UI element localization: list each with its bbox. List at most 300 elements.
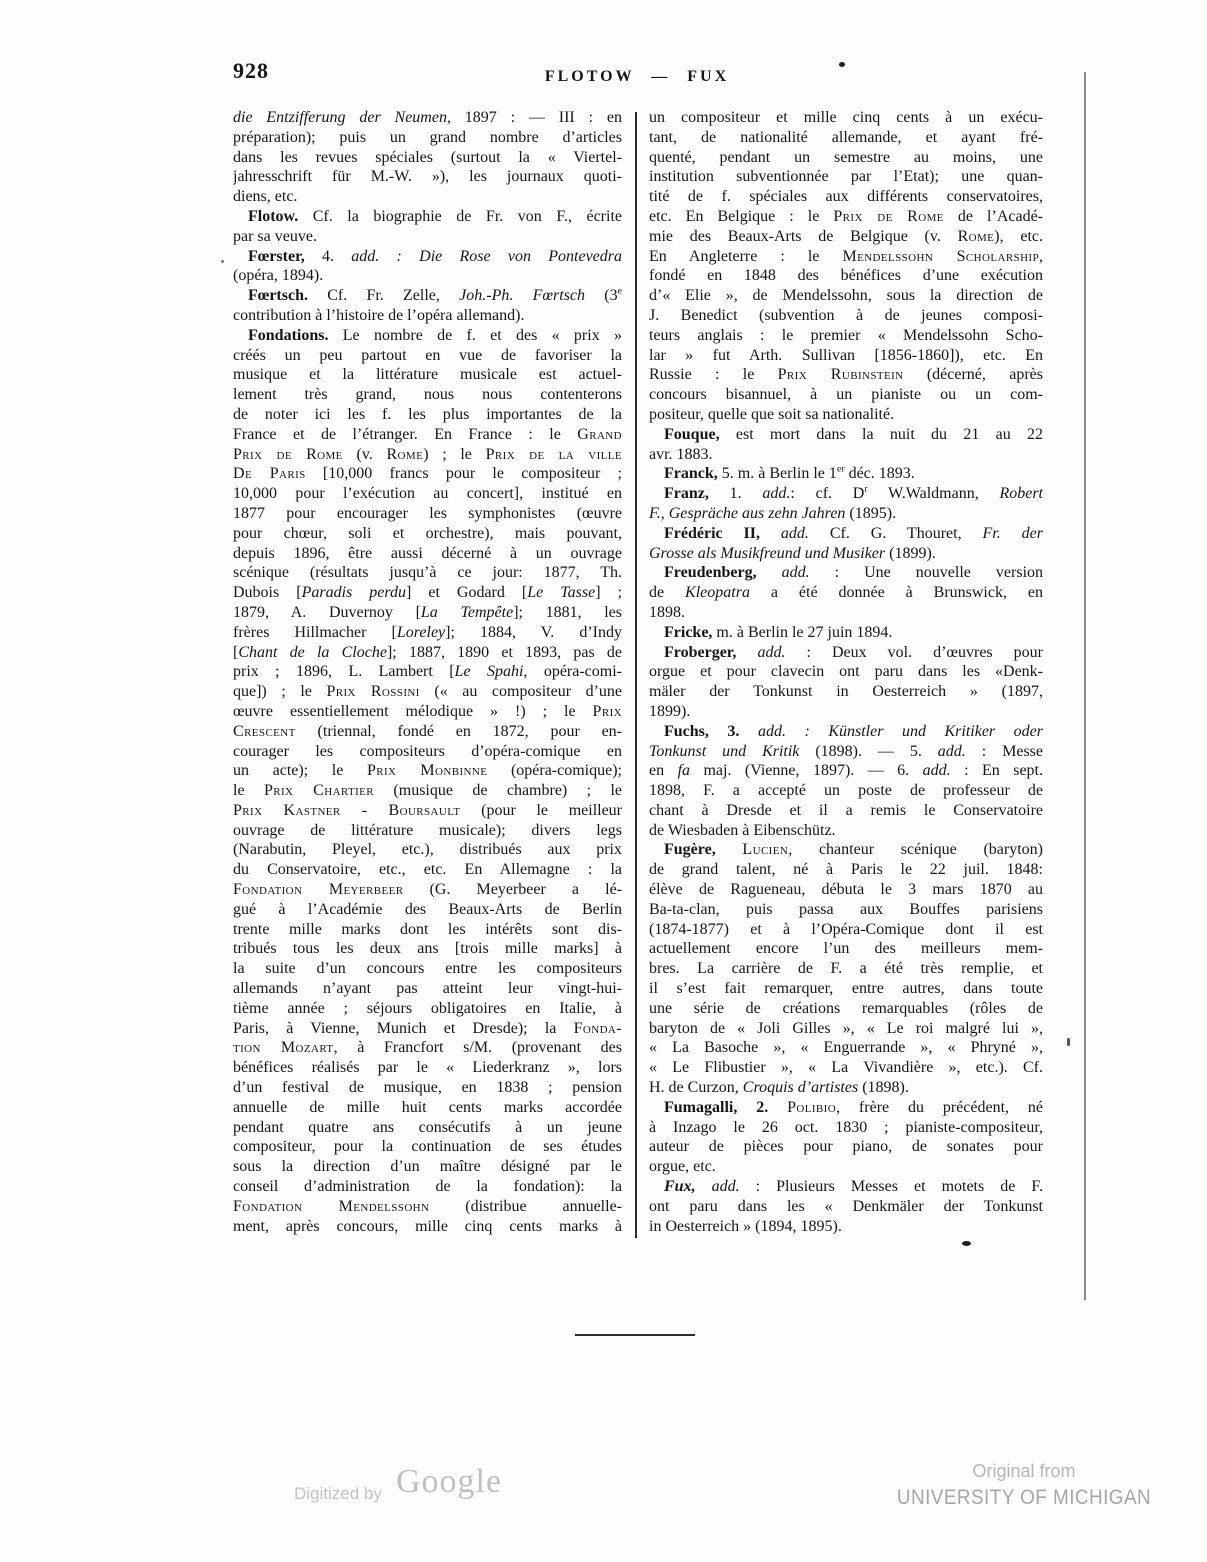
text-line <box>649 880 1043 900</box>
column-divider-rule <box>635 112 637 1238</box>
text-segment-i: Croquis d’artistes <box>742 1079 859 1097</box>
text-segment: , frère du précédent, né <box>836 1098 1043 1116</box>
text-segment-i: Grosse als Musikfreund und Musiker <box>649 544 886 562</box>
text-line <box>233 326 622 346</box>
text-line <box>233 900 622 920</box>
text-segment: [10,000 francs pour le compositeur ; <box>305 465 622 483</box>
text-segment-i: F., Gespräche aus zehn Jahren <box>649 504 846 522</box>
text-segment-b: Fondations. <box>248 326 329 344</box>
text-segment-b: Fœrtsch. <box>248 287 308 305</box>
text-segment: : Deux vol. d’œuvres pour <box>785 643 1043 661</box>
text-segment: (3 <box>585 287 618 305</box>
text-segment-sc: Prix Monbinne <box>366 762 488 780</box>
text-line <box>649 623 1043 643</box>
text-line <box>233 1058 622 1078</box>
text-line <box>649 148 1043 168</box>
text-segment: de Wiesbaden à Eibenschütz. <box>649 821 836 839</box>
text-line <box>233 682 622 702</box>
text-line <box>233 544 622 564</box>
text-segment-sup: e <box>617 286 622 297</box>
text-line <box>649 247 1043 267</box>
text-line <box>649 702 1043 722</box>
running-title: FLOTOW — FUX <box>544 68 730 85</box>
text-line <box>649 939 1043 959</box>
text-segment: lar » fut Arth. Sullivan [1856-1860]), etc. En <box>649 346 1043 364</box>
text-segment: 1. <box>708 485 763 503</box>
text-segment-sc: Fondation Meyerbeer <box>233 881 404 899</box>
text-segment: 5. m. à Berlin le 1 <box>717 465 837 483</box>
text-line <box>649 464 1043 484</box>
original-from-label: Original from <box>972 1461 1076 1481</box>
text-segment: du Conservatoire, etc., etc. En Allemagne : la <box>233 861 622 879</box>
text-segment-sc: Prix Kastner - Boursault <box>233 801 461 819</box>
digitized-by-label: Digitized by <box>294 1484 382 1503</box>
text-segment: œuvre essentiellement mélodique » !) ; le <box>233 702 593 720</box>
text-segment: bénéfices réalisés par le « Liederkranz », lors <box>233 1059 622 1077</box>
text-segment: 1879, A. Duvernoy [ <box>233 603 421 621</box>
text-segment: à Inzago le 26 oct. 1830 ; pianiste-compositeur, <box>649 1118 1043 1136</box>
text-segment: mäler der Tonkunst in Oesterreich » (1897, <box>649 683 1043 701</box>
text-line <box>233 1217 622 1237</box>
text-line <box>649 425 1043 445</box>
text-segment: (opéra-comique); <box>487 762 622 780</box>
text-segment-sc: Prix de Rome <box>833 207 944 225</box>
text-segment: par sa veuve. <box>233 227 317 245</box>
text-segment-i: add. : Die Rose von Pontevedra <box>351 247 622 265</box>
text-segment: etc. En Belgique : le <box>649 207 834 225</box>
text-segment-b: Fugère, <box>664 841 716 859</box>
text-segment <box>736 644 757 661</box>
text-segment: : Plusieurs Messes et motets de F. <box>739 1178 1043 1196</box>
text-segment-i: Kleopatra <box>685 584 750 602</box>
text-segment: de noter ici les f. les plus importantes de la <box>233 405 622 423</box>
text-line <box>233 148 622 168</box>
text-segment: gué à l’Académie des Beaux-Arts de Berlin <box>233 900 622 918</box>
text-segment-b: Freudenberg, <box>664 564 757 582</box>
text-segment-i: die Entzifferung der Neumen, <box>233 109 451 126</box>
text-line <box>649 603 1043 623</box>
text-line <box>649 1177 1043 1197</box>
text-segment: « La Basoche », « Enguerrande », « Phryné », <box>649 1039 1043 1057</box>
text-line <box>233 207 622 227</box>
text-segment: de l’Acadé- <box>943 207 1043 225</box>
text-line <box>233 643 622 663</box>
text-segment: (1898). <box>858 1079 909 1097</box>
text-line <box>233 1038 622 1058</box>
text-segment: fondé en 1848 des bénéfices d’une exécution <box>649 267 1043 285</box>
text-line <box>649 544 1043 564</box>
text-segment-sc: Mendelssohn Scholarship <box>842 247 1039 265</box>
text-line <box>649 405 1043 425</box>
text-segment-i: add. <box>762 485 791 503</box>
text-segment: Dubois [ <box>233 584 302 602</box>
text-line <box>233 722 622 742</box>
text-line <box>233 939 622 959</box>
text-segment: , à Francfort s/M. (provenant des <box>333 1039 622 1057</box>
text-line <box>649 1058 1043 1078</box>
text-segment-i: add. <box>780 524 809 542</box>
text-segment: : Une nouvelle version <box>809 564 1043 582</box>
ink-speck <box>839 62 845 67</box>
text-segment: pour chœur, soli et orchestre), mais pouvant, <box>233 524 622 542</box>
text-line <box>233 979 622 999</box>
text-line <box>649 840 1043 860</box>
text-line <box>649 662 1043 682</box>
text-segment: avr. 1883. <box>649 445 713 463</box>
text-line <box>233 108 622 128</box>
text-line <box>649 1118 1043 1138</box>
text-segment: [ <box>233 643 239 661</box>
text-segment: en <box>649 762 678 780</box>
text-segment: lement très grand, nous nous contenterons <box>233 386 622 404</box>
text-line <box>649 801 1043 821</box>
text-segment: que]) ; le <box>233 683 327 701</box>
text-segment: : En sept. <box>950 762 1043 780</box>
text-segment: Russie : le <box>649 366 778 384</box>
text-segment: 10,000 pour l’exécution au concert], institué en <box>233 485 622 503</box>
text-segment-sc: Prix de la ville <box>485 445 622 463</box>
text-segment: 1898, F. a accepté un poste de professeur de <box>649 782 1043 800</box>
text-segment: concours bisannuel, à un pianiste ou un com- <box>649 386 1043 404</box>
text-segment-b: Fœrster, <box>248 247 305 265</box>
text-line <box>649 1197 1043 1217</box>
text-line <box>649 682 1043 702</box>
text-segment: scénique (résultats jusqu’à ce jour: 1877, Th. <box>233 564 622 582</box>
text-line <box>649 266 1043 286</box>
text-segment: créés un peu partout en vue de favoriser la <box>233 346 622 364</box>
text-segment-sc: Fondation Mendelssohn <box>233 1197 430 1215</box>
text-line <box>649 187 1043 207</box>
ink-speck <box>1067 1038 1070 1046</box>
text-segment-i: Loreley <box>396 623 446 641</box>
text-segment: orgue, etc. <box>649 1158 716 1176</box>
text-segment: teurs anglais : le premier « Mendelssohn Scho- <box>649 326 1043 344</box>
text-line <box>649 959 1043 979</box>
text-segment: trente mille marks dont les intérêts sont dis- <box>233 920 622 938</box>
text-segment: Ba-ta-clan, puis passa aux Bouffes parisiens <box>649 900 1043 918</box>
text-segment-sup: er <box>836 464 845 476</box>
text-segment: actuellement encore l’un des meilleurs mem- <box>649 940 1043 958</box>
text-segment: (1898). — 5. <box>799 742 938 760</box>
text-segment-bi: Fux, <box>664 1178 696 1196</box>
text-segment: contribution à l’histoire de l’opéra allemand). <box>233 306 525 324</box>
text-segment: musique et la littérature musicale est actuel- <box>233 366 622 384</box>
text-segment: France et de l’étranger. En France : le <box>233 425 578 443</box>
text-segment: une série de créations remarquables (rôles de <box>649 999 1043 1017</box>
text-line <box>649 207 1043 227</box>
text-segment <box>768 1099 787 1116</box>
text-segment: pendant quatre ans consécutifs à un jeune <box>233 1118 622 1136</box>
text-segment <box>757 564 782 581</box>
text-segment-i: Le Spahi <box>454 663 524 681</box>
text-line <box>233 880 622 900</box>
text-segment: ] et Godard [ <box>406 584 528 602</box>
text-line <box>233 702 622 722</box>
text-line <box>649 365 1043 385</box>
text-line <box>233 484 622 504</box>
text-line <box>233 999 622 1019</box>
text-segment: (musique de chambre) ; le <box>374 782 622 800</box>
text-segment: , chanteur scénique (baryton) <box>788 841 1043 859</box>
text-segment: prix ; 1896, L. Lambert [ <box>233 663 455 681</box>
text-line <box>233 1197 622 1217</box>
text-line <box>233 346 622 366</box>
text-segment: a été donnée à Brunswick, en <box>749 584 1043 602</box>
text-segment: élève de Ragueneau, débuta le 3 mars 1870 au <box>649 881 1043 899</box>
text-segment-sc: Prix Chartier <box>263 782 375 800</box>
text-segment-i: La Tempête <box>420 603 514 621</box>
text-segment: (Narabutin, Pleyel, etc.), distribués aux prix <box>233 841 622 859</box>
text-segment: ]; 1887, 1890 et 1893, pas de <box>386 643 622 661</box>
text-segment: (opéra, 1894). <box>233 267 324 285</box>
text-segment-i: Robert <box>999 485 1043 503</box>
text-line <box>649 979 1043 999</box>
text-segment: (v. <box>342 445 387 463</box>
text-line <box>649 306 1043 326</box>
text-segment: (décerné, après <box>903 366 1043 384</box>
text-segment: de grand talent, né à Paris le 22 juil. 1848: <box>649 861 1043 879</box>
text-segment: 1897 : — III : en <box>450 109 622 126</box>
text-segment-i: add. <box>757 643 786 661</box>
text-segment: m. à Berlin le 27 juin 1894. <box>712 623 893 641</box>
text-line <box>649 128 1043 148</box>
text-line <box>233 445 622 465</box>
text-line <box>649 167 1043 187</box>
text-segment: (triennal, fondé en 1872, pour en- <box>295 722 622 740</box>
text-segment: d’« Elie », de Mendelssohn, sous la direction de <box>649 287 1043 305</box>
text-segment: allemands n’ayant pas atteint leur vingt-hui- <box>233 980 622 998</box>
text-line <box>649 1217 1043 1237</box>
text-segment: ) ; le <box>423 445 486 463</box>
text-segment: un compositeur et mille cinq cents à un exécu- <box>649 109 1043 126</box>
text-segment-b: Froberger, <box>664 643 737 661</box>
text-segment: il s’est fait remarquer, entre autres, dans toute <box>649 980 1043 998</box>
text-segment: (« au compositeur d’une <box>419 683 622 701</box>
text-line <box>649 524 1043 544</box>
text-segment-sc: Rome <box>386 445 424 463</box>
text-segment-sup: r <box>864 484 868 495</box>
text-segment: conseil d’administration de la fondation): la <box>233 1178 622 1196</box>
text-line <box>649 385 1043 405</box>
text-segment: En Angleterre : le <box>649 247 843 265</box>
text-line <box>233 1137 622 1157</box>
text-segment: tité de f. spéciales aux différents conservatoires, <box>649 188 1043 206</box>
text-segment-b: Frédéric II, <box>664 524 760 542</box>
text-line <box>649 346 1043 366</box>
text-segment: ment, après concours, mille cinq cents marks à <box>233 1217 622 1235</box>
text-segment: ), etc. <box>994 227 1043 245</box>
text-segment: W.Waldmann, <box>867 485 1000 503</box>
text-line <box>233 840 622 860</box>
text-line <box>649 563 1043 583</box>
text-segment-i: add. <box>781 564 810 582</box>
text-segment: est mort dans la nuit du 21 au 22 <box>719 425 1043 443</box>
text-line <box>233 425 622 445</box>
text-line <box>233 286 622 306</box>
text-segment: déc. 1893. <box>844 465 915 483</box>
text-segment-i: fa <box>677 762 691 780</box>
text-segment-sc: Prix de Rome <box>233 445 343 463</box>
text-segment: 1898. <box>649 603 685 621</box>
institution-label: UNIVERSITY OF MICHIGAN <box>896 1486 1152 1509</box>
text-line <box>649 1078 1043 1098</box>
text-segment: (1874-1877) et à l’Opéra-Comique dont il est <box>649 920 1043 938</box>
text-segment: de <box>649 584 686 602</box>
text-line <box>649 1137 1043 1157</box>
text-segment: : Messe <box>965 742 1043 760</box>
text-segment: « Le Flibustier », « La Vivandière », etc.). Cf. <box>649 1059 1043 1077</box>
text-segment: auteur de pièces pour piano, de sonates pour <box>649 1138 1043 1156</box>
text-segment-sc: Grand <box>577 425 622 443</box>
text-segment: bres. La carrière de F. a été très remplie, et <box>649 960 1043 978</box>
text-segment: un acte); le <box>233 762 367 780</box>
text-segment-sc: Prix <box>592 702 622 720</box>
text-segment-sc: De Paris <box>233 465 306 483</box>
text-segment-i: Paradis perdu <box>301 584 406 602</box>
text-line <box>649 583 1043 603</box>
text-line <box>649 761 1043 781</box>
text-segment: (distribue annuelle- <box>429 1197 622 1215</box>
text-segment: Cf. Fr. Zelle, <box>307 287 460 305</box>
text-segment: depuis 1896, être aussi décerné à un ouvrage <box>233 544 622 562</box>
text-segment: le <box>233 782 264 800</box>
text-segment: courager les compositeurs d’opéra-comique en <box>233 742 622 760</box>
text-segment-sc: Polibio <box>787 1098 837 1116</box>
text-segment: quenté, pendant un semestre au moins, une <box>649 148 1043 166</box>
text-line <box>233 1177 622 1197</box>
text-segment: in Oesterreich » (1894, 1895). <box>649 1217 842 1235</box>
text-line <box>233 761 622 781</box>
text-segment-b: Franck, <box>664 465 718 483</box>
text-segment: mie des Beaux-Arts de Belgique (v. <box>649 227 958 245</box>
text-line <box>233 266 622 286</box>
text-line <box>233 187 622 207</box>
text-segment: frères Hillmacher [ <box>233 623 397 641</box>
text-line <box>233 583 622 603</box>
text-segment-sc: Prix Rossini <box>326 683 420 701</box>
text-segment-b: Fuchs, 3. <box>664 722 740 740</box>
text-segment: tant, de nationalité allemande, et ayant fré- <box>649 128 1043 146</box>
text-segment: Le nombre de f. et des « prix » <box>328 326 622 344</box>
text-line <box>649 999 1043 1019</box>
text-segment: H. de Curzon, <box>649 1079 743 1097</box>
text-segment-sc: tion Mozart <box>233 1039 334 1057</box>
text-line <box>649 108 1043 128</box>
text-segment: orgue et pour clavecin ont paru dans les «Denk- <box>649 663 1043 681</box>
text-line <box>233 306 622 326</box>
text-line <box>233 623 622 643</box>
text-segment: : cf. D <box>790 485 865 503</box>
text-segment-i: Chant de la Cloche <box>238 643 387 661</box>
text-line <box>233 1157 622 1177</box>
text-segment-b: Fumagalli, 2. <box>664 1098 769 1116</box>
text-segment: maj. (Vienne, 1897). — 6. <box>690 762 923 780</box>
text-segment: tribués tous les deux ans [trois mille marks] à <box>233 940 622 958</box>
text-line <box>649 1157 1043 1177</box>
text-segment <box>739 723 758 740</box>
text-line <box>233 464 622 484</box>
text-line <box>233 128 622 148</box>
text-segment: ]; 1881, les <box>513 603 622 621</box>
page-number: 928 <box>233 58 269 83</box>
text-segment-sc: Fonda- <box>573 1019 622 1037</box>
right-column <box>649 108 1043 1236</box>
text-segment: Paris, à Vienne, Munich et Dresde); la <box>233 1019 574 1037</box>
page-edge-rule <box>1084 72 1086 1300</box>
end-of-section-rule <box>575 1334 695 1336</box>
ink-speck <box>221 260 224 263</box>
text-line <box>233 247 622 267</box>
text-segment: chant à Dresde et il a remis le Conservatoire <box>649 801 1043 819</box>
text-segment-i: add. <box>922 762 951 780</box>
text-line <box>649 504 1043 524</box>
text-line <box>649 920 1043 940</box>
text-segment-i: add. <box>937 742 966 760</box>
text-line <box>233 563 622 583</box>
text-line <box>649 722 1043 742</box>
text-segment: ont paru dans les « Denkmäler der Tonkunst <box>649 1197 1043 1215</box>
text-segment: (G. Meyerbeer a lé- <box>403 881 622 899</box>
text-segment: la suite d’un concours entre les compositeurs <box>233 960 622 978</box>
text-segment-sc: Prix Rubinstein <box>777 366 904 384</box>
text-line <box>649 484 1043 504</box>
text-segment: , opéra-comi- <box>523 663 622 681</box>
text-segment: compositeur, pour la continuation de ses études <box>233 1138 622 1156</box>
text-segment: (1895). <box>845 504 897 522</box>
text-line <box>233 524 622 544</box>
text-line <box>233 959 622 979</box>
text-segment: diens, etc. <box>233 188 298 206</box>
text-segment-sc: Lucien <box>742 841 789 859</box>
text-segment: , <box>1039 247 1043 265</box>
text-segment: Cf. G. Thouret, <box>808 524 983 542</box>
text-line <box>233 504 622 524</box>
text-segment: tième année ; séjours obligatoires en Italie, à <box>233 999 622 1017</box>
text-line <box>649 643 1043 663</box>
text-segment-b: Fouque, <box>664 425 720 443</box>
text-line <box>233 365 622 385</box>
text-segment: ]; 1884, V. d’Indy <box>445 623 622 641</box>
text-line <box>649 860 1043 880</box>
text-segment-i: Le Tasse <box>527 584 596 602</box>
text-segment: dans les revues spéciales (surtout la « Viertel- <box>233 148 622 166</box>
text-segment: positeur, quelle que soit sa nationalité. <box>649 405 895 423</box>
text-segment: 1877 pour encourager les symphonistes (œuvre <box>233 504 622 522</box>
text-line <box>233 405 622 425</box>
text-line <box>233 1019 622 1039</box>
text-line <box>649 742 1043 762</box>
text-line <box>649 821 1043 841</box>
text-line <box>233 662 622 682</box>
text-line <box>233 227 622 247</box>
text-line <box>233 603 622 623</box>
text-segment-i: Fr. der <box>982 524 1043 542</box>
text-segment-b: Flotow. <box>248 207 299 225</box>
text-segment: d’un festival de musique, en 1838 ; pension <box>233 1079 622 1097</box>
text-segment-b: Fricke, <box>664 623 713 641</box>
text-line <box>649 900 1043 920</box>
text-segment <box>716 841 743 858</box>
text-line <box>233 920 622 940</box>
text-segment-sc: Rome <box>957 227 995 245</box>
text-line <box>233 742 622 762</box>
text-segment: ouvrage de littérature musicale); divers legs <box>233 821 622 839</box>
text-segment: ] ; <box>595 584 622 602</box>
text-line <box>233 801 622 821</box>
text-segment: (1899). <box>885 544 936 562</box>
text-segment: sous la direction d’un maître désigné par le <box>233 1158 622 1176</box>
text-segment: préparation); puis un grand nombre d’articles <box>233 128 622 146</box>
